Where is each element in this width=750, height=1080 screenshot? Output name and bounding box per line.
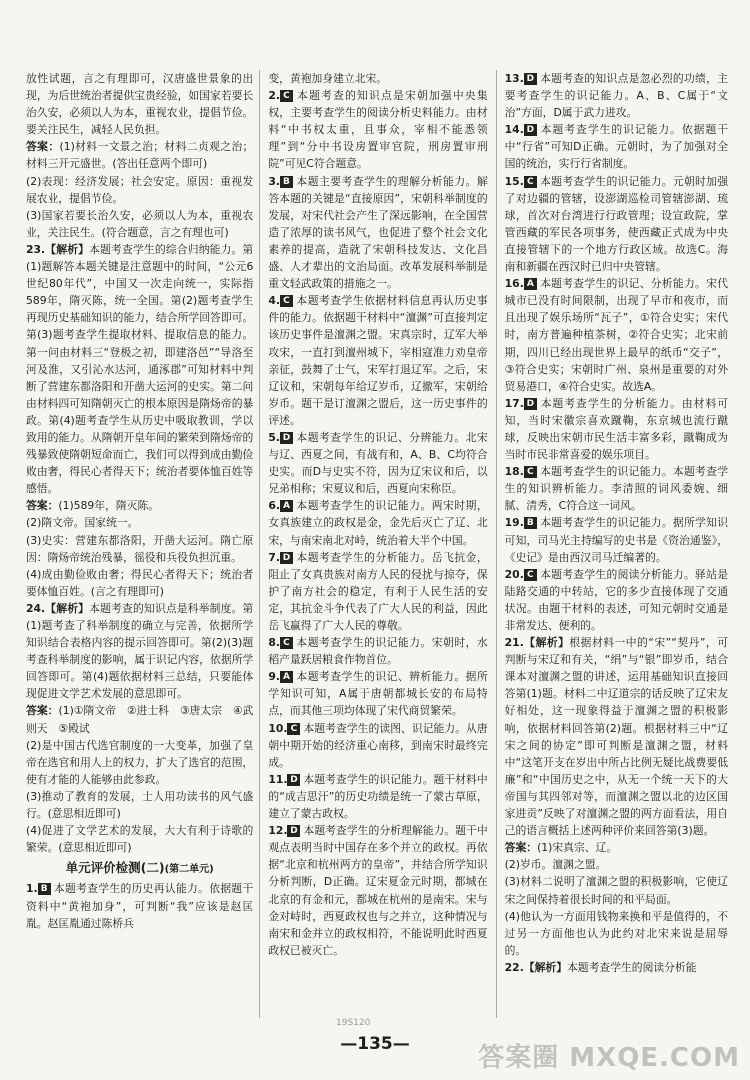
answer-letter-badge: D [280,552,293,564]
page-number: —135— [340,1034,410,1054]
answer-letter-badge: C [280,295,293,307]
question-16: 16. A 本题考查学生的识记、分析能力。宋代城市已没有时间限制，出现了早市和夜市，而且出现了娱乐场所“瓦子”，①符合史实；宋代时，南方普遍种植茶树，②符合史实；北宋前期，四川已经出现世界上最早的纸币“交子”，③符合史实；宋朝时广州、泉州是重要的对外贸易港口，④符合史实。故选A。 [504,277,728,393]
answer-letter-badge: C [524,569,537,581]
question-4: 4. C 本题考查学生依据材料信息再认历史事件的能力。依据题干材料中“澶渊”可直接判定该历史事件是澶渊之盟。宋真宗时，辽军大举攻宋，一直打到澶州城下，宰相寇准力劝皇帝亲征，鼓舞了士气，宋军打退辽军。之后，宋辽议和，宋朝每年给辽岁币，辽撤军，宋朝给岁币。题干是订澶渊之盟后，这一历史事件的评述。 [268,294,488,427]
question-8: 8. C 本题考查学生的识记能力。宋朝时，水稻产量跃居粮食作物首位。 [268,636,488,667]
column-middle [259,70,495,1018]
answer-line: (4)促进了文学艺术的发展，大大有利于诗歌的繁荣。(意思相近即可) [26,824,254,855]
answer-line: (3)国家若要长治久安，必须以人为本，重视农业，关注民生。(符合题意，言之有理也可) [26,208,254,239]
question-9: 9. A 本题考查学生的识记、辨析能力。据所学知识可知，A属于唐朝都城长安的布局特点，而其他三项均体现了宋代商贸繁荣。 [268,670,488,718]
answer-line: (2)岁币。澶渊之盟。 [504,858,607,872]
question-21: 21.【解析】根据材料一中的“宋”“契丹”，可判断与宋辽和有关，“绢”与“银”即岁币，结合课本对澶渊之盟的讲述，运用基础知识直接回答第(1)题。材料二中辽道宗的话反映了辽宋友好相处，这一现象得益于澶渊之盟的积极影响，依据材料回答第(2)题。根据材料三中“辽宋之间的协定”即可判断是澶渊之盟，材料中“这笔开支在岁出中所占比例无疑比战费要低廉”和“中国历史之中，从无一个统一天下的大帝国与其四邻对等，而澶渊之盟以北的边区国家进贡”反映了对澶渊之盟的两方面看法，用自己的语言概括上述两种评价来回答第(3)题。 [504,636,728,838]
answer-line: (2)是中国古代选官制度的一大变革，加强了皇帝在选官和用人上的权力，扩大了选官的范围，使有才能的人能够由此参政。 [26,738,254,786]
answer-letter-badge: D [524,124,537,136]
answer-line: (3)推动了教育的发展，士人用功读书的风气盛行。(意思相近即可) [26,789,254,821]
watermark-logo: 答案圈 MXQE.COM [478,1043,740,1073]
answer-block: 答案：(1)589年，隋灭陈。 [26,499,160,513]
paragraph-continued: 放性试题，言之有理即可，汉唐盛世景象的出现，为后世统治者提供宝贵经验，如国家若要长治久安，必须以人为本，重视农业，提倡节俭。要关注民生，减轻人民负担。 [26,72,254,137]
answer-letter-badge: D [280,432,293,444]
question-2: 2. C 本题考查的知识点是宋朝加强中央集权，主要考查学生的阅读分析史料能力。由材料“中书权太重，且事众，宰相不能悉领理”到“分中书设房置审官院，刑房置审刑院”可见C符合题意。 [268,89,488,171]
answer-line: (4)他认为一方面用钱物来换和平是值得的，不过另一方面他也认为此约对北宋来说是屈辱的。 [504,909,728,957]
answer-letter-badge: A [280,671,293,683]
question-14: 14. D 本题考查学生的识记能力。依据题干中“行省”可知D正确。元朝时，为了加强对全国的统治，实行行省制度。 [504,123,728,171]
answer-letter-badge: C [524,176,537,188]
answer-block: 答案：(1)宋真宗、辽。 [504,841,618,855]
question-22: 22.【解析】本题考查学生的阅读分析能 [504,960,697,974]
answer-letter-badge: D [287,774,300,786]
answer-letter-badge: D [524,398,537,410]
question-23: 23.【解析】本题考查学生的综合归纳能力。第(1)题解答本题关键是注意题中的时间，“公元6世纪80年代”，中国又一次走向统一，实际指589年，隋灭陈，统一全国。第(2)题考查学生再现历史基础知识的能力，结合所学回答即可。第(3)题考查学生提取材料、提取信息的能力。第一问由材料三“登极之初，即建洛邑”“导洛至河及淮，又引沁水达河，通涿郡”可知材料中判断了营建东都洛阳和开凿大运河的史实。第二问由材料四可知隋朝灭亡的根本原因是隋炀帝的暴政。第(4)题考查学生从历史中吸取教训，学以致用的能力。从隋朝开皇年间的繁荣到隋炀帝的残暴致使隋朝短命而亡，我们可以得到成由勤俭败由奢，得民心者得天下；统治者要体恤百姓等感悟。 [26,242,254,496]
answer-line: (2)表现：经济发展；社会安定。原因：重视发展农业，提倡节俭。 [26,174,254,205]
answer-block: 答案：(1)材料一文景之治；材料二贞观之治；材料三开元盛世。(答出任意两个即可) [26,140,254,171]
answer-letter-badge: B [280,176,293,188]
answer-letter-badge: C [287,723,300,735]
answer-letter-badge: B [38,883,51,895]
question-18: 18. C 本题考查学生的识记能力。本题考查学生的知识辨析能力。李清照的词风委婉、细腻、清秀，C符合这一词风。 [504,465,728,513]
question-12: 12. D 本题考查学生的分析理解能力。题干中观点表明当时中国存在多个并立的政权。再依据“北京和杭州两方的皇帝”，并结合所学知识分析判断，D正确。辽宋夏金元时期，都城在北京的有金和元，都城在杭州的是南宋。宋与金对峙时，西夏政权也与之并立，这种情况与南宋和金并立的政权相符，不能说明此时西夏政权已被灭亡。 [268,824,488,957]
answer-line: (2)隋文帝。国家统一。 [26,516,139,530]
question-19: 19. B 本题考查学生的识记能力。据所学知识可知，司马光主持编写的史书是《资治通鉴》，《史记》是由西汉司马迁编著的。 [504,516,728,564]
answer-letter-badge: D [287,825,300,837]
question-3: 3. B 本题主要考查学生的理解分析能力。解答本题的关键是“直接原因”，宋朝科举制度的发展，对宋代社会产生了深远影响，在全国营造了浓厚的读书风气，也促进了整个社会文化素养的提高，造就了宋朝科技发达、文化昌盛、人才辈出的文治局面。改革发展科举制是重文轻武政策的措施之一。 [268,174,488,291]
column-left [26,70,259,1018]
answer-letter-badge: A [524,278,537,290]
answer-line: (3)材料二说明了澶渊之盟的积极影响，它使辽宋之间保持着很长时间的和平局面。 [504,875,728,906]
answer-letter-badge: C [280,90,293,102]
question-15: 15. C 本题考查学生的识记能力。元朝时加强了对边疆的管辖，设澎湖巡检司管辖澎湖、琉球，首次对台湾进行行政管理；设宣政院，掌管西藏的军民各项事务，使西藏正式成为中央直接管辖下的一个地方行政区域。故选C。海南和新疆在西汉时已归中央管辖。 [504,174,728,274]
question-6: 6. A 本题考查学生的识记能力。两宋时期，女真族建立的政权是金，金先后灭亡了辽、北宋，与南宋南北对峙，统治着大半个中国。 [268,499,488,547]
question-5: 5. D 本题考查学生的识记、分辨能力。北宋与辽、西夏之间，有战有和，A、B、C均符合史实。而D与史实不符，因为辽宋议和后，以兄弟相称；宋夏议和后，西夏向宋称臣。 [268,430,488,496]
answer-page [26,70,728,1018]
answer-letter-badge: B [524,517,537,529]
question-17: 17. D 本题考查学生的分析能力。由材料可知，当时宋徽宗喜欢蹴鞠，东京城也流行蹴球，反映出宋朝市民生活丰富多彩，蹴鞠成为当时市民非常喜爱的娱乐项目。 [504,396,728,462]
answer-line: (3)史实：营建东都洛阳，开凿大运河。隋亡原因：隋炀帝统治残暴，徭役和兵役负担沉重。 [26,533,254,564]
answer-letter-badge: D [524,73,537,85]
answer-block: 答案：(1)①隋文帝 ②进士科 ③唐太宗 ④武则天 ⑤殿试 [26,704,254,735]
question-24: 24.【解析】本题考查的知识点是科举制度。第(1)题考查了科举制度的确立与完善，依据所学知识结合表格内容的提示回答即可。第(2)(3)题考查科举制度的影响，属于识记内容，依据所学回答即可。第(4)题依据材料三总结，只要能体现促进文学艺术发展的意思即可。 [26,601,254,701]
question-13: 13. D 本题考查的知识点是忽必烈的功绩，主要考查学生的识记能力。A、B、C属于“文治”方面，D属于武力进攻。 [504,72,728,120]
answer-letter-badge: C [524,466,537,478]
print-code: 19S120 [336,1018,371,1028]
column-right [496,70,728,1018]
question-11: 11. D 本题考查学生的识记能力。题干材料中的“成吉思汗”的历史功绩是统一了蒙古草原，建立了蒙古政权。 [268,772,488,821]
section-heading: 单元评价检测(二)(第二单元) [65,860,214,876]
question-1: 1. B 本题考查学生的历史再认能力。依据题干资料中“黄袍加身”，可判断“我”应该是赵匡胤。赵匡胤通过陈桥兵 [26,882,254,930]
question-7: 7. D 本题考查学生的分析能力。岳飞抗金，阻止了女真贵族对南方人民的侵扰与掠夺，保护了南方社会的稳定，有利于人民生活的安定，其抗金斗争代表了广大人民的利益，因此岳飞赢得了广大人民的尊敬。 [268,550,488,632]
paragraph-continued: 变，黄袍加身建立北宋。 [268,72,388,85]
question-10: 10. C 本题考查学生的读图、识记能力。从唐朝中期开始的经济重心南移，到南宋时最终完成。 [268,721,488,769]
answer-letter-badge: C [280,637,293,649]
answer-letter-badge: A [280,500,293,512]
question-20: 20. C 本题考查学生的阅读分析能力。驿站是陆路交通的中转站，它的多少直接体现了交通状况。由题干材料的表述，可知元朝时交通是非常发达、便利的。 [504,567,728,632]
answer-line: (4)成由勤俭败由奢；得民心者得天下；统治者要体恤百姓。(言之有理即可) [26,567,254,598]
